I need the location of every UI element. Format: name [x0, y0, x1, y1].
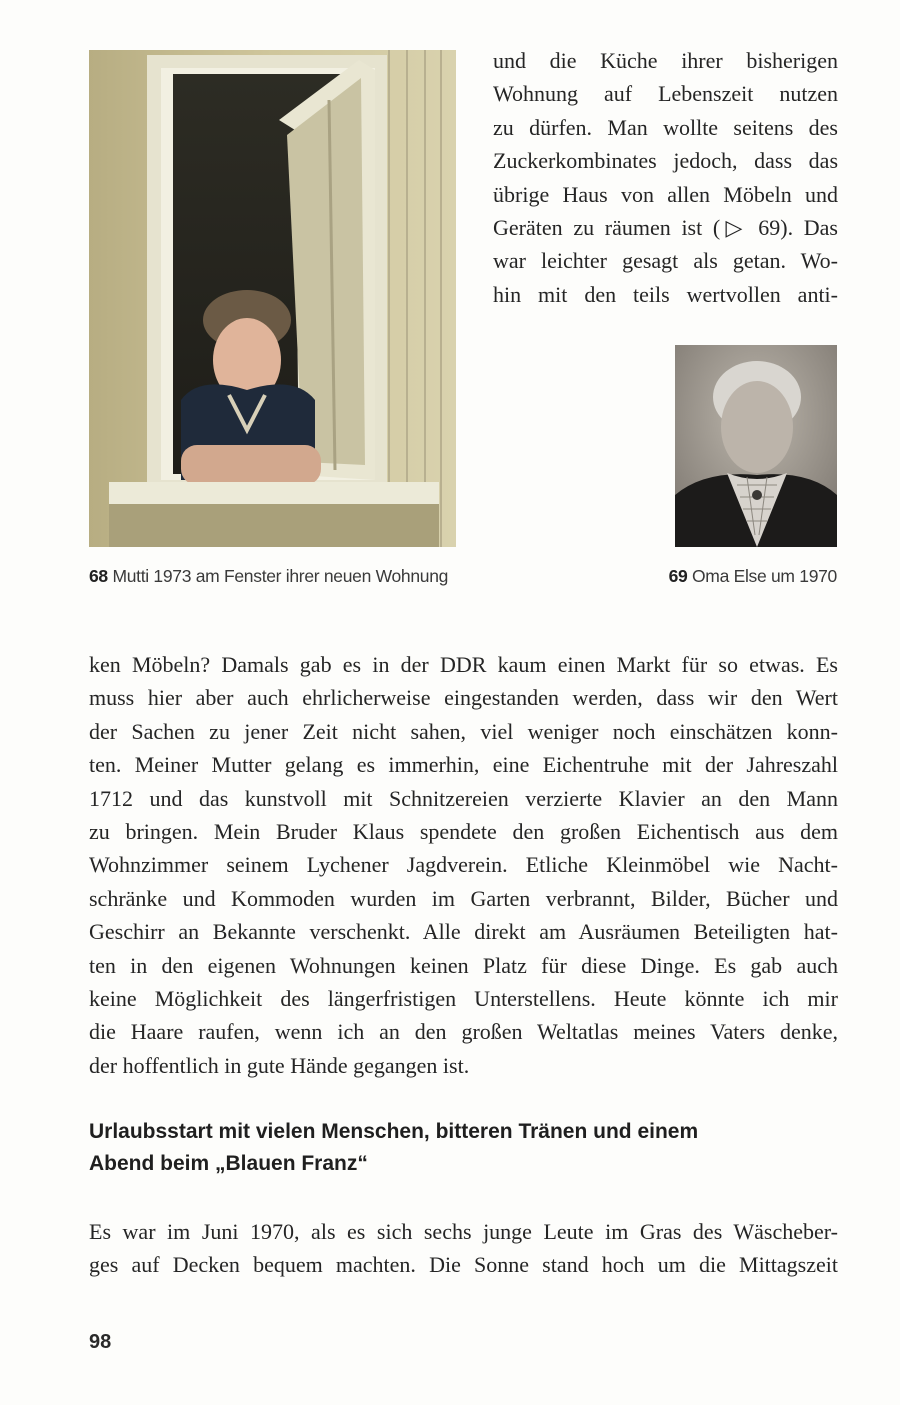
caption-figure-68 [89, 566, 448, 587]
text-line: ken Möbeln? Damals gab es in der DDR kaum einen Markt für so etwas. Es [89, 652, 838, 677]
heading-line: Abend beim „Blauen Franz“ [89, 1152, 368, 1175]
text-line: Es war im Juni 1970, als es sich sechs junge Leute im Gras des Wäscheber- [89, 1219, 838, 1244]
figure-number: 69 [668, 566, 688, 586]
text-line: zu bringen. Mein Bruder Klaus spendete den großen Eichentisch aus dem [89, 819, 838, 845]
text-line: Geschirr an Bekannte verschenkt. Alle direkt am Ausräumen Beteiligten hat- [89, 919, 838, 945]
text-line: ten. Meiner Mutter gelang es immerhin, eine Eichentruhe mit der Jahreszahl [89, 752, 838, 778]
text-line: und die Küche ihrer bisherigen [493, 48, 838, 73]
text-line: ges auf Decken bequem machten. Die Sonne stand hoch um die Mittagszeit [89, 1252, 838, 1278]
text-line: der Sachen zu jener Zeit nicht sahen, viel weniger noch einschätzen konn- [89, 718, 838, 744]
text-line: zu dürfen. Man wollte seitens des [493, 114, 838, 140]
text-line: Wohnzimmer seinem Lychener Jagdverein. Etliche Kleinmöbel wie Nacht- [89, 852, 838, 878]
column-text [493, 44, 838, 311]
heading-line: Urlaubsstart mit vielen Menschen, bitteren Tränen und einem [89, 1120, 699, 1143]
caption-figure-69 [669, 566, 837, 587]
text-line: Zuckerkombinates jedoch, dass das [493, 148, 838, 174]
body-paragraph-2 [89, 1215, 838, 1282]
photo-mutti-window [89, 50, 456, 547]
text-line: keine Möglichkeit des längerfristigen Unterstellens. Heute könnte ich mir [89, 986, 838, 1012]
text-line: die Haare raufen, wenn ich an den großen Weltatlas meines Vaters denke, [89, 1019, 838, 1045]
text-line: ten in den eigenen Wohnungen keinen Platz für diese Dinge. Es gab auch [89, 952, 838, 978]
section-heading [89, 1116, 838, 1180]
photo-oma-else [675, 345, 837, 547]
caption-text: Mutti 1973 am Fenster ihrer neuen Wohnung [112, 566, 449, 586]
page-number: 98 [89, 1331, 112, 1353]
caption-text: Oma Else um 1970 [692, 566, 837, 586]
body-paragraph [89, 648, 838, 1082]
text-line: muss hier aber auch ehrlicherweise eingestanden werden, dass wir den Wert [89, 685, 838, 711]
text-line: Geräten zu räumen ist (▷ 69). Das [493, 215, 838, 241]
text-line: übrige Haus von allen Möbeln und [493, 181, 838, 207]
text-line: der hoffentlich in gute Hände gegangen ist. [89, 1052, 470, 1078]
text-line: hin mit den teils wertvollen anti- [493, 281, 838, 307]
figure-number: 68 [89, 566, 108, 586]
text-line: war leichter gesagt als getan. Wo- [493, 248, 838, 274]
text-line: Wohnung auf Lebenszeit nutzen [493, 81, 838, 107]
text-line: schränke und Kommoden wurden im Garten verbrannt, Bilder, Bücher und [89, 885, 838, 911]
text-line: 1712 und das kunstvoll mit Schnitzereien verzierte Klavier an den Mann [89, 785, 838, 811]
